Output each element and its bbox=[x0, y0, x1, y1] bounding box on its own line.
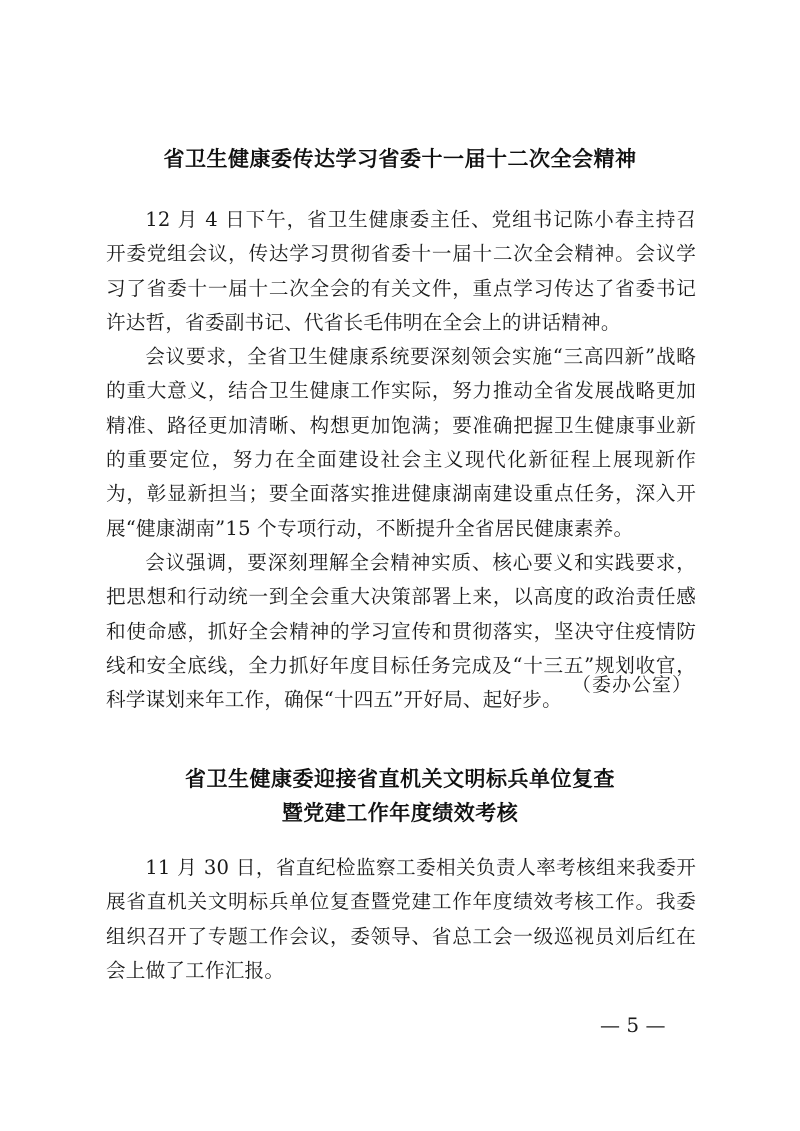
article1-body bbox=[106, 203, 696, 717]
article1-signature: （委办公室） bbox=[571, 674, 692, 696]
article1-title bbox=[80, 142, 720, 176]
article2-title-line-2: 暨党建工作年度绩效考核 bbox=[281, 801, 519, 825]
article2-body bbox=[106, 851, 696, 988]
article1-paragraph-1: 12 月 4 日下午，省卫生健康委主任、党组书记陈小春主持召开委党组会议，传达学习贯彻省委十一届十二次全会精神。会议学习了省委十一届十二次全会的有关文件，重点学习传达了省委书记许达哲，省委副书记、代省长毛伟明在全会上的讲话精神。 bbox=[106, 208, 696, 334]
article2-title bbox=[80, 762, 720, 830]
page-number: — 5 — bbox=[600, 1013, 666, 1037]
article2-paragraph-1: 11 月 30 日，省直纪检监察工委相关负责人率考核组来我委开展省直机关文明标兵单位复查暨党建工作年度绩效考核工作。我委组织召开了专题工作会议，委领导、省总工会一级巡视员刘后红在会上做了工作汇报。 bbox=[106, 856, 696, 982]
article1-paragraph-2: 会议要求，全省卫生健康系统要深刻领会实施“三高四新”战略的重大意义，结合卫生健康工作实际，努力推动全省发展战略更加精准、路径更加清晰、构想更加饱满；要准确把握卫生健康事业新的重要定位，努力在全面建设社会主义现代化新征程上展现新作为，彰显新担当；要全面落实推进健康湖南建设重点任务，深入开展“健康湖南”15 个专项行动，不断提升全省居民健康素养。 bbox=[106, 345, 696, 540]
article2-title-line-1: 省卫生健康委迎接省直机关文明标兵单位复查 bbox=[185, 767, 615, 791]
article1-title-text: 省卫生健康委传达学习省委十一届十二次全会精神 bbox=[163, 147, 637, 171]
article1-paragraph-3: 会议强调，要深刻理解全会精神实质、核心要义和实践要求，把思想和行动统一到全会重大决策部署上来，以高度的政治责任感和使命感，抓好全会精神的学习宣传和贯彻落实，坚决守住疫情防线和安全底线，全力抓好年度目标任务完成及“十三五”规划收官，科学谋划来年工作，确保“十四五”开好局、起好步。 bbox=[106, 550, 696, 712]
